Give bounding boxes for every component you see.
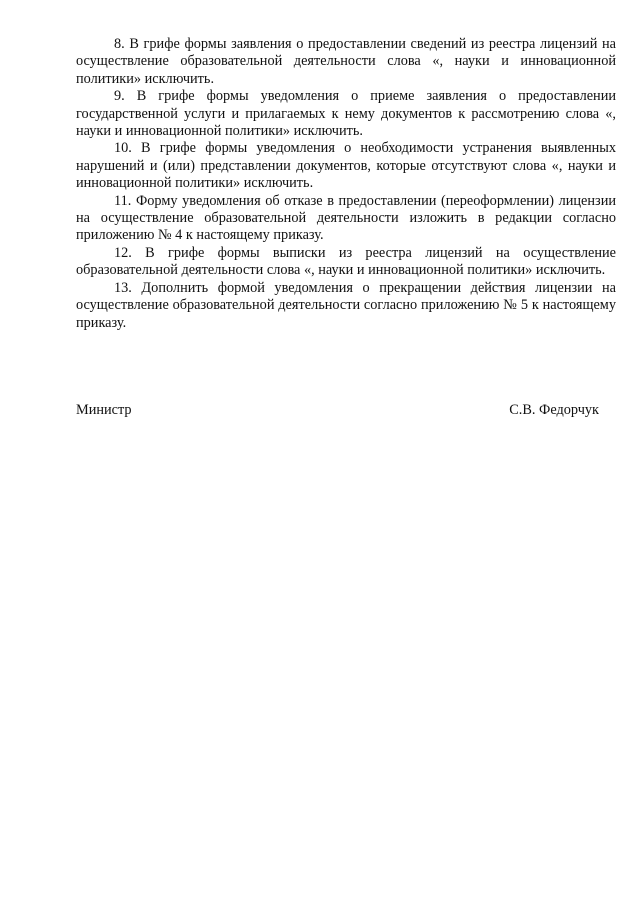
paragraph-11: 11. Форму уведомления об отказе в предоставлении (переоформлении) лицензии на осуществление образовательной деятельности изложить в редакции согласно приложению № 4 к настоящему приказу. xyxy=(76,192,616,244)
paragraph-13: 13. Дополнить формой уведомления о прекращении действия лицензии на осуществление образовательной деятельности согласно приложению № 5 к настоящему приказу. xyxy=(76,279,616,331)
paragraph-12: 12. В грифе формы выписки из реестра лицензий на осуществление образовательной деятельности слова «, науки и инновационной политики» исключить. xyxy=(76,244,616,279)
document-body xyxy=(76,36,616,332)
signature-block xyxy=(76,402,599,419)
signatory-name: С.В. Федорчук xyxy=(509,402,599,418)
paragraph-8: 8. В грифе формы заявления о предоставлении сведений из реестра лицензий на осуществление образовательной деятельности слова «, науки и инновационной политики» исключить. xyxy=(76,36,616,87)
paragraph-10: 10. В грифе формы уведомления о необходимости устранения выявленных нарушений и (или) представлении документов, которые отсутствуют слова «, науки и инновационной политики» исключить. xyxy=(76,140,616,192)
paragraph-9: 9. В грифе формы уведомления о приеме заявления о предоставлении государственной услуги и прилагаемых к нему документов к рассмотрению слова «, науки и инновационной политики» исключить. xyxy=(76,88,616,140)
signatory-position: Министр xyxy=(76,402,132,418)
